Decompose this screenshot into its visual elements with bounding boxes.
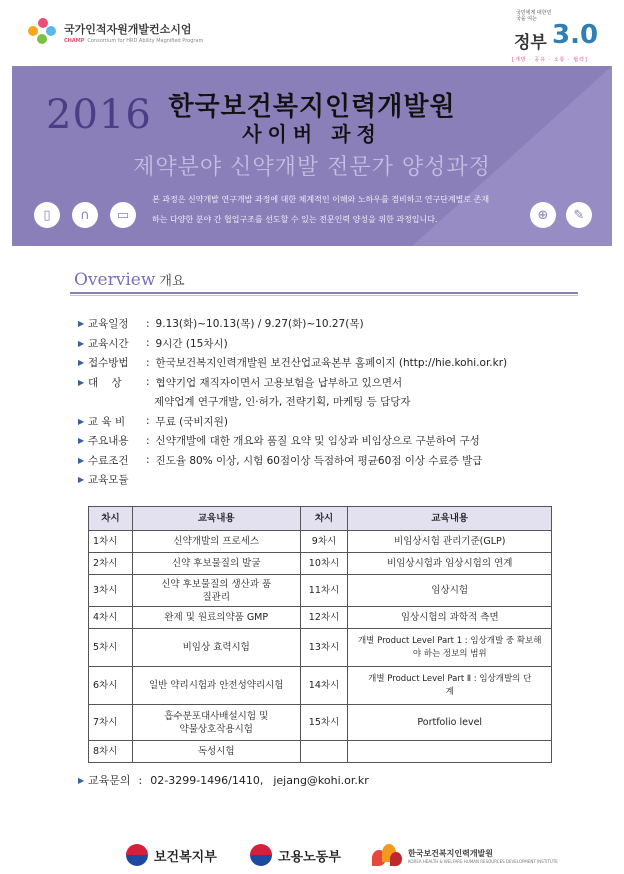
- globe-icon: ⊕: [530, 202, 556, 228]
- info-row: ▶ 교육모듈: [78, 474, 129, 487]
- bullet-icon: ▶: [78, 475, 85, 485]
- col-header: 교육내용: [348, 507, 552, 531]
- table-row: 7차시 흡수분포대사배설시험 및 약물상호작용시험 15차시 Portfolio level: [89, 705, 552, 741]
- info-row: ▶ 대 상 : 협약기업 재직자이면서 고용보험을 납부하고 있으면서: [78, 376, 403, 389]
- col-header: 교육내용: [132, 507, 300, 531]
- consortium-logo: [28, 18, 203, 46]
- gov30-logo: [502, 6, 602, 64]
- module-table: [88, 506, 552, 763]
- header: [0, 0, 624, 62]
- inquiry-phone: 02-3299-1496/1410,: [150, 773, 264, 787]
- inquiry-label: 교육문의: [88, 774, 131, 787]
- info-row: ▶ 교육일정 : 9.13(화)~10.13(목) / 9.27(화)~10.27(목): [78, 317, 364, 331]
- banner-course-title: 제약분야 신약개발 전문가 양성과정: [133, 155, 491, 180]
- banner-year: 2016: [46, 92, 152, 138]
- kohi-name: 한국보건복지인력개발원: [408, 849, 494, 858]
- headset-icon: ∩: [72, 202, 98, 228]
- banner-icons-right: [530, 202, 592, 228]
- banner-institute: 한국보건복지인력개발원: [168, 92, 456, 122]
- pen-icon: ✎: [566, 202, 592, 228]
- molab-name: 고용노동부: [278, 849, 341, 865]
- kohi-sub: KOREA HEALTH & WELFARE HUMAN RESOURCES DEVELOPMENT INSTITUTE: [408, 859, 558, 864]
- info-row: ▶ 교 육 비 : 무료 (국비지원): [78, 415, 228, 428]
- banner-icons-left: [34, 202, 136, 228]
- consortium-name: 국가인적자원개발컨소시엄: [64, 22, 192, 36]
- gov-version: 3.0: [552, 20, 599, 50]
- inquiry-email[interactable]: jejang@kohi.or.kr: [273, 773, 369, 787]
- col-header: 차시: [89, 507, 133, 531]
- info-row: ▶ 접수방법 : 한국보건복지인력개발원 보건산업교육본부 홈페이지 (http://hie.kohi.or.kr): [78, 356, 508, 370]
- kohi-mark-icon: [372, 844, 402, 868]
- overview-heading: [74, 270, 185, 290]
- bullet-icon: ▶: [78, 358, 85, 368]
- footer-logos: [0, 836, 624, 874]
- mobile-icon: ▯: [34, 202, 60, 228]
- mohw-name: 보건복지부: [154, 849, 217, 865]
- table-row: 8차시 독성시험: [89, 741, 552, 763]
- mohw-logo: [126, 844, 217, 866]
- kohi-logo: [372, 844, 558, 868]
- overview-title-ko: 개요: [159, 274, 185, 289]
- consortium-mark-icon: [28, 18, 60, 46]
- table-header-row: [89, 507, 552, 531]
- overview-title-en: Overview: [74, 270, 156, 290]
- bullet-icon: ▶: [78, 416, 85, 426]
- taegeuk-icon: [126, 844, 148, 866]
- bullet-icon: ▶: [78, 775, 85, 785]
- consortium-sub: CHAMP Consortium for HRD Ability Magnified Program: [64, 37, 204, 44]
- info-list: [78, 314, 598, 490]
- laptop-icon: ▭: [110, 202, 136, 228]
- gov-tags: [개방 · 공유 · 소통 · 협력]: [512, 57, 588, 63]
- info-row: ▶ 수료조건 : 진도율 80% 이상, 시험 60점이상 득점하여 평균60점 이상 수료증 발급: [78, 454, 483, 467]
- bullet-icon: ▶: [78, 377, 85, 387]
- table-row: 2차시 신약 후보물질의 발굴 10차시 비임상시험과 임상시험의 연계: [89, 553, 552, 575]
- bullet-icon: ▶: [78, 436, 85, 446]
- info-row: ▶ 주요내용 : 신약개발에 대한 개요와 품질 요약 및 임상과 비임상으로 구분하여 구성: [78, 434, 480, 448]
- course-banner: [12, 66, 612, 246]
- table-row: 5차시 비임상 효력시험 13차시 개별 Product Level Part 1 : 임상개발 중 확보해야 하는 정보의 범위: [89, 629, 552, 667]
- info-row: ▶ 교육시간 : 9시간 (15차시): [78, 337, 228, 350]
- overview-divider-thin: [70, 295, 578, 296]
- banner-description: 본 과정은 신약개발 연구개발 과정에 대한 체계적인 이해와 노하우를 겸비하고 연구단계별로 존재하는 다양한 분야 간 협업구조를 선도할 수 있는 전문인력 양성을 위한 과정입니다.: [152, 195, 490, 224]
- bullet-icon: ▶: [78, 319, 85, 329]
- bullet-icon: ▶: [78, 338, 85, 348]
- molab-logo: [250, 844, 341, 866]
- inquiry-row: ▶ 교육문의 : 02-3299-1496/1410, jejang@kohi.or.kr: [78, 773, 369, 787]
- gov-small-text: 국민에게 대한민국을 여는: [516, 10, 552, 22]
- banner-program: 사이버 과정: [242, 122, 382, 146]
- info-row-continued: 제약업계 연구개발, 인·허가, 전략기획, 마케팅 등 담당자: [154, 396, 411, 409]
- table-row: 6차시 일반 약리시험과 안전성약리시험 14차시 개별 Product Level Part Ⅱ : 임상개발의 단계: [89, 667, 552, 705]
- gov-label: 정부: [514, 33, 547, 53]
- table-row: 1차시 신약개발의 프로세스 9차시 비임상시험 관리기준(GLP): [89, 531, 552, 553]
- table-row: 4차시 완제 및 원료의약품 GMP 12차시 임상시험의 과학적 측면: [89, 607, 552, 629]
- overview-divider: [70, 292, 578, 294]
- col-header: 차시: [300, 507, 348, 531]
- bullet-icon: ▶: [78, 455, 85, 465]
- table-row: 3차시 신약 후보물질의 생산과 품질관리 11차시 임상시험: [89, 575, 552, 607]
- taegeuk-icon: [250, 844, 272, 866]
